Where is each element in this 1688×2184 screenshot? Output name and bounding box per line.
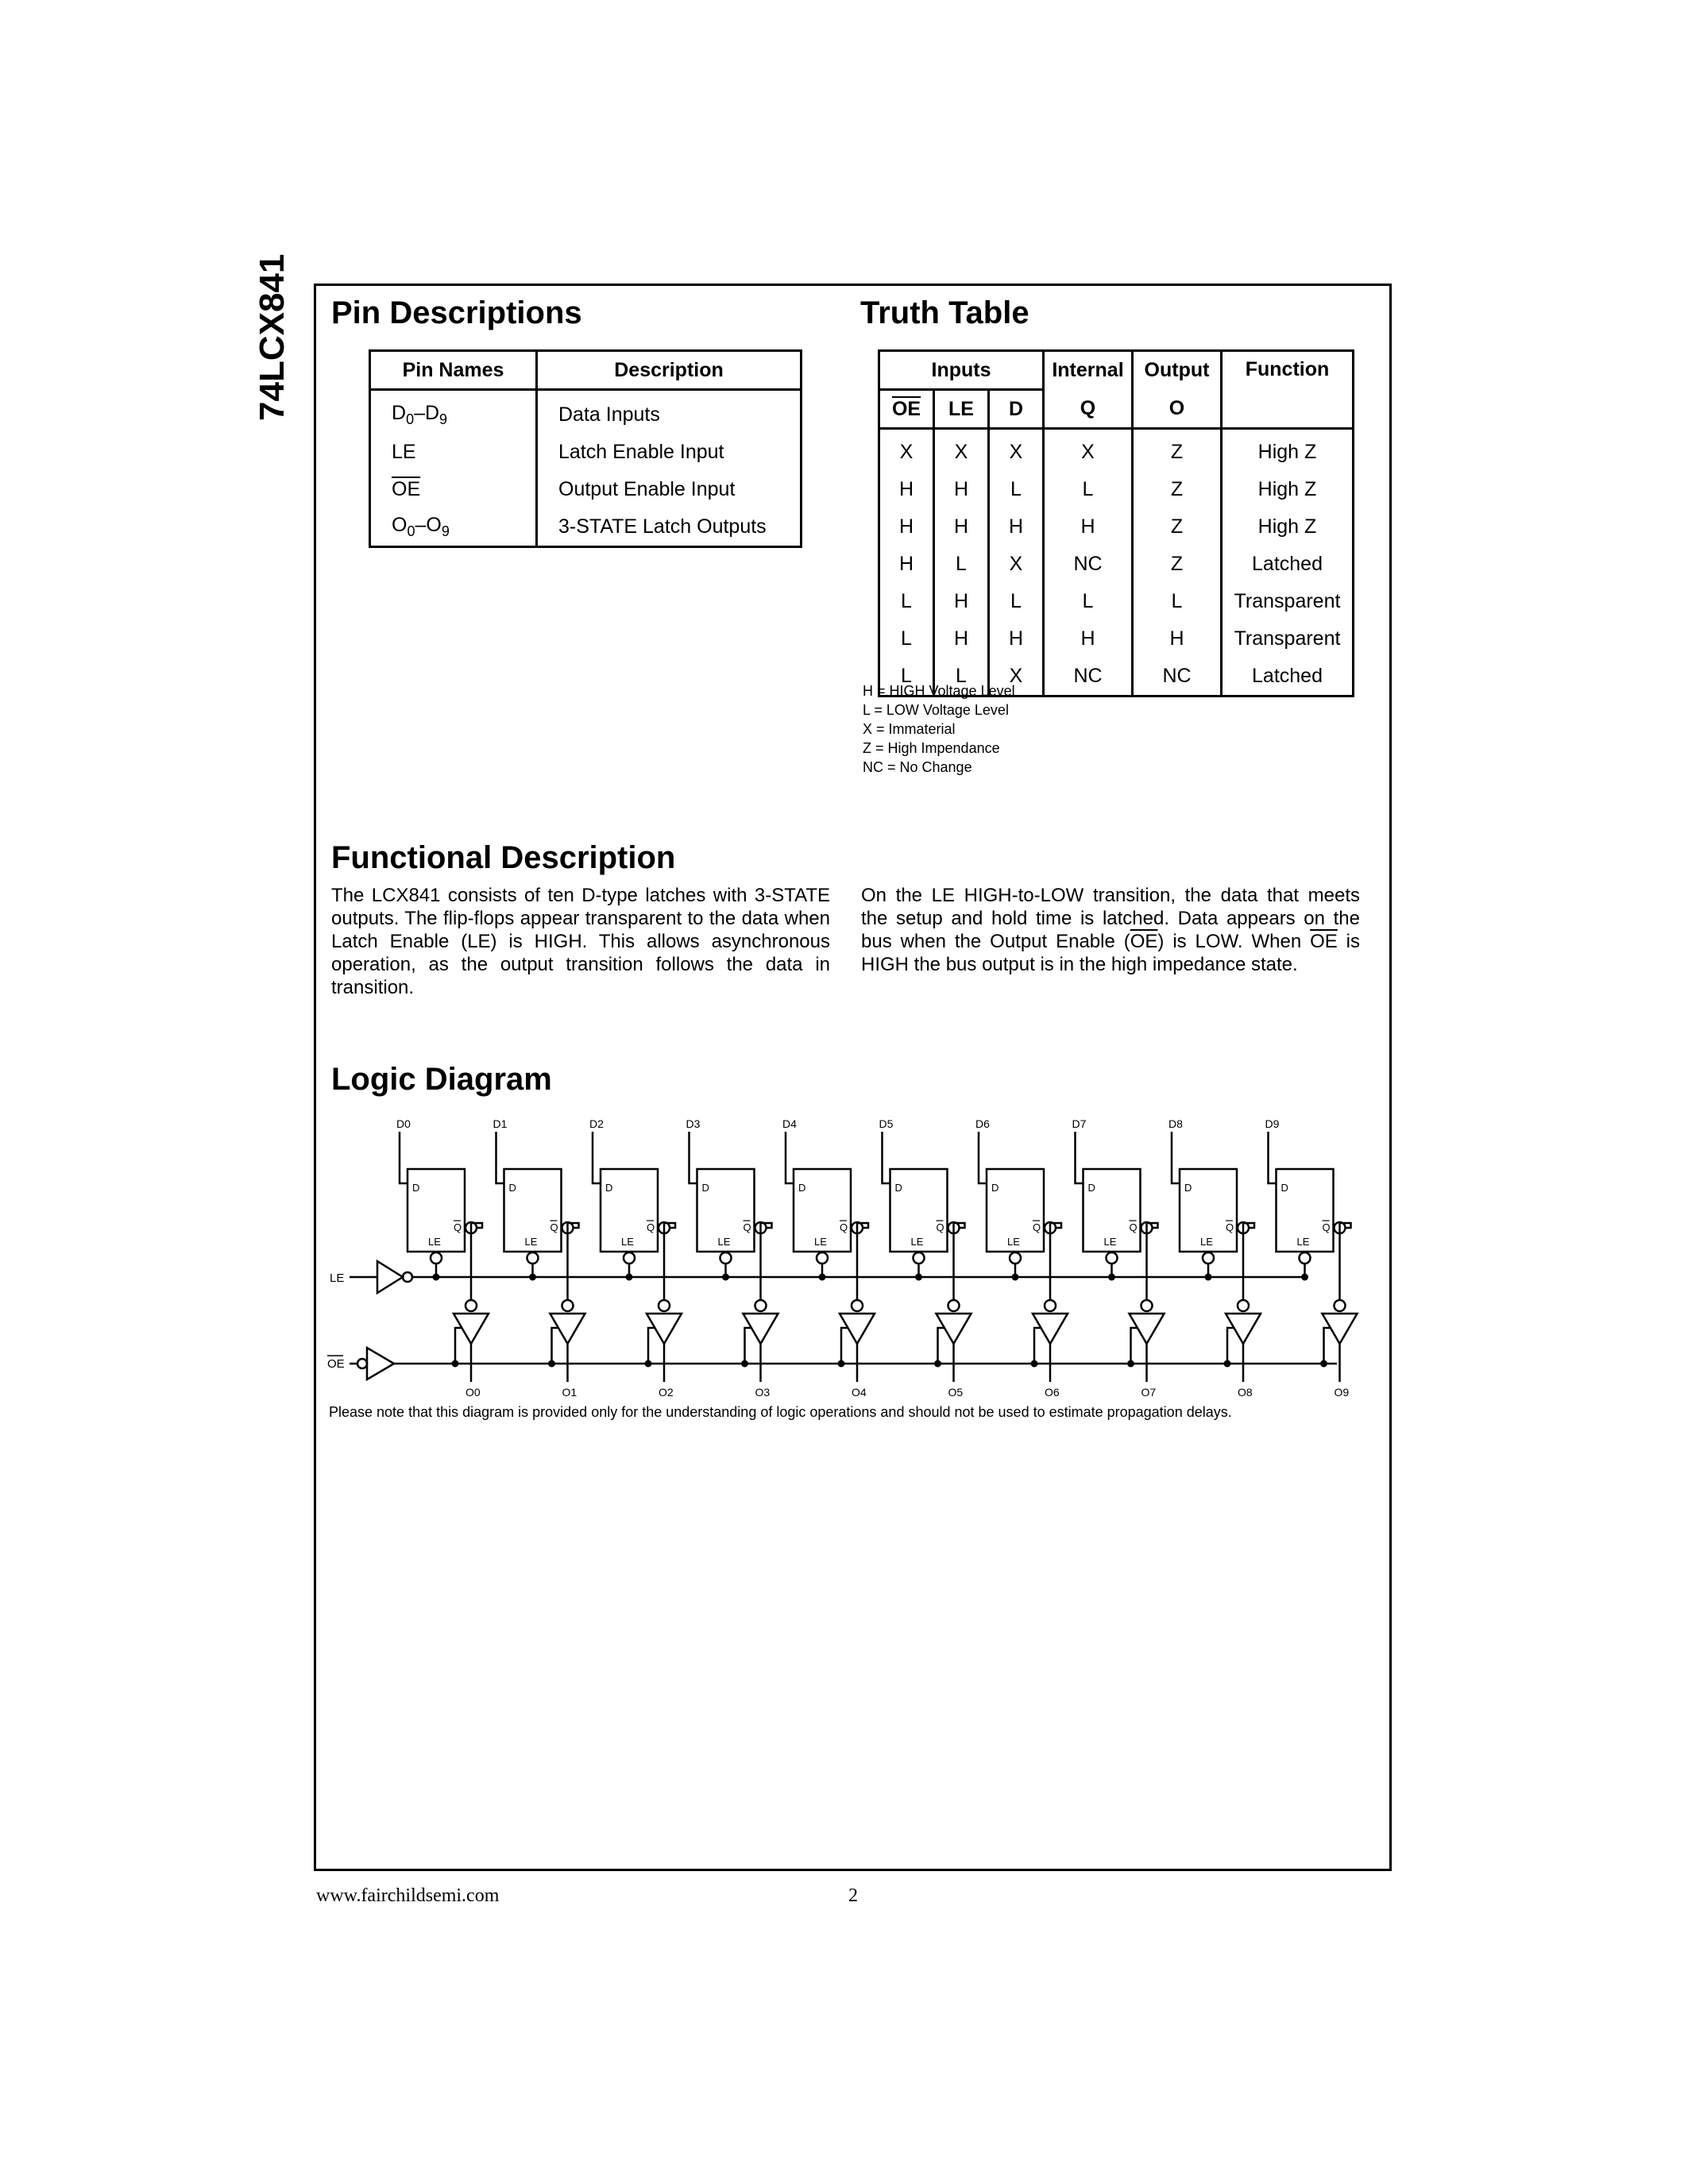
legend-item: L = LOW Voltage Level [863,702,1009,718]
data-input-label: D1 [492,1117,508,1130]
latch-le-label: LE [1007,1236,1020,1248]
truth-cell: X [1044,429,1133,472]
oe-control-wire [938,1328,945,1364]
le-junction-dot [1108,1274,1115,1281]
oe-junction-dot [645,1360,652,1368]
oe-junction-dot [548,1360,555,1368]
qbar-wire [568,1223,579,1299]
oe-junction-dot [1224,1360,1231,1368]
latch-le-bubble [1300,1252,1311,1264]
part-number-side-label: 74LCX841 [253,253,292,421]
data-output-label: O3 [755,1386,771,1399]
truth-cell: L [934,546,989,583]
truth-cell: L [879,658,934,696]
oe-column-header: $\overline{OE}$ [879,390,934,429]
truth-row [879,508,1354,546]
legend-item: H = HIGH Voltage Level [863,683,1015,699]
latch-q-label: Q [1226,1221,1234,1233]
truth-row [879,546,1354,583]
latch-le-bubble [817,1252,828,1264]
data-input-wire [593,1132,601,1183]
data-input-label: D0 [396,1117,411,1130]
le-junction-dot [1301,1274,1308,1281]
data-output-label: O5 [948,1386,964,1399]
legend-item: X = Immaterial [863,721,956,737]
output-buffer-bubble [1045,1300,1056,1311]
pin-name-cell: LE [370,434,537,471]
truth-cell: Z [1133,508,1222,546]
pin-descriptions-title: Pin Descriptions [331,295,582,330]
truth-cell: H [934,508,989,546]
pin-name-cell: $\overline{OE}$ [370,471,537,508]
truth-table-legend [863,681,1015,777]
data-input-label: D8 [1168,1117,1183,1130]
qbar-wire [471,1223,482,1299]
latch-d-label: D [412,1182,420,1194]
truth-cell: High Z [1222,508,1354,546]
oe-control-wire [1227,1328,1234,1364]
latch-le-bubble [527,1252,539,1264]
latch-le-label: LE [1296,1236,1310,1248]
latch-d-label: D [991,1182,999,1194]
data-output-label: O1 [562,1386,577,1399]
qbar-wire [761,1223,772,1299]
qbar-wire [954,1223,965,1299]
oe-control-wire [1034,1328,1041,1364]
truth-cell: H [1133,620,1222,658]
functional-description-title: Functional Description [331,840,676,875]
truth-cell: H [934,471,989,508]
oe-junction-dot [1127,1360,1134,1368]
oe-control-wire [455,1328,462,1364]
truth-cell: H [989,620,1044,658]
data-input-wire [1172,1132,1180,1183]
oe-control-wire [1324,1328,1331,1364]
latch-q-label: Q [743,1221,751,1233]
footer-url[interactable]: www.fairchildsemi.com [316,1885,500,1906]
output-buffer-bubble [465,1300,477,1311]
latch-d-label: D [1087,1182,1095,1194]
latch-le-bubble [431,1252,442,1264]
truth-cell: High Z [1222,471,1354,508]
truth-row [879,583,1354,620]
data-output-label: O9 [1334,1386,1350,1399]
latch-le-label: LE [428,1236,441,1248]
truth-cell: Latched [1222,546,1354,583]
truth-cell: Latched [1222,658,1354,696]
output-buffer-bubble [1238,1300,1249,1311]
output-buffer-bubble [562,1300,574,1311]
truth-cell: H [879,471,934,508]
pin-description-cell: Latch Enable Input [537,434,802,471]
truth-cell: L [879,583,934,620]
latch-d-label: D [798,1182,806,1194]
latch-d-label: D [605,1182,613,1194]
truth-table-title: Truth Table [860,295,1029,330]
q-column-header: Q [1044,390,1133,429]
pin-row [370,508,802,547]
truth-cell: H [1044,620,1133,658]
data-input-label: D6 [975,1117,990,1130]
truth-cell: L [989,583,1044,620]
truth-cell: L [1044,583,1133,620]
truth-cell: NC [1044,658,1133,696]
data-input-wire [883,1132,890,1183]
oe-control-wire [648,1328,655,1364]
latch-le-bubble [624,1252,635,1264]
d-column-header: D [989,390,1044,429]
truth-cell: X [989,429,1044,472]
le-buffer-symbol [377,1261,403,1293]
truth-cell: H [879,546,934,583]
latch-d-label: D [1184,1182,1192,1194]
truth-cell: L [934,658,989,696]
truth-cell: L [1133,583,1222,620]
data-input-wire [689,1132,697,1183]
latch-d-label: D [701,1182,709,1194]
internal-group-header: Internal [1044,351,1133,390]
data-input-wire [1076,1132,1083,1183]
le-label: LE [330,1271,345,1285]
truth-cell: Z [1133,471,1222,508]
data-output-label: O7 [1141,1386,1157,1399]
latch-le-label: LE [1103,1236,1117,1248]
truth-cell: L [1044,471,1133,508]
le-junction-dot [915,1274,922,1281]
truth-cell: H [934,620,989,658]
data-output-label: O8 [1238,1386,1253,1399]
o-column-header: O [1133,390,1222,429]
le-junction-dot [1205,1274,1212,1281]
oe-label: OE [327,1357,345,1371]
latch-le-bubble [1203,1252,1214,1264]
truth-cell: NC [1133,658,1222,696]
oe-control-wire [745,1328,752,1364]
data-input-label: D7 [1072,1117,1087,1130]
data-output-label: O6 [1045,1386,1060,1399]
latch-q-label: Q [647,1221,655,1233]
oe-junction-dot [1320,1360,1327,1368]
truth-cell: Z [1133,546,1222,583]
functional-description-para-1: The LCX841 consists of ten D-type latches with 3-STATE outputs. The flip-flops appear transparent to the data when Latch Enable (LE) is HIGH. This allows asynchronous operation, as the output transition follows the data in transition. [331,885,830,998]
pin-row [370,471,802,508]
latch-q-label: Q [1322,1221,1331,1233]
latch-d-label: D [894,1182,902,1194]
truth-cell: X [879,429,934,472]
truth-row [879,471,1354,508]
latch-q-label: Q [1129,1221,1138,1233]
pin-description-cell: 3-STATE Latch Outputs [537,508,802,547]
pin-row [370,434,802,471]
latch-le-bubble [1107,1252,1118,1264]
data-input-wire [979,1132,987,1183]
truth-cell: H [934,583,989,620]
output-group-header: Output [1133,351,1222,390]
le-column-header: LE [934,390,989,429]
le-junction-dot [433,1274,440,1281]
le-junction-dot [819,1274,826,1281]
data-output-label: O2 [659,1386,674,1399]
latch-q-label: Q [936,1221,944,1233]
logic-diagram-note: Please note that this diagram is provided only for the understanding of logic operations and should not be used to estimate propagation delays. [329,1404,1232,1420]
qbar-wire [1147,1223,1158,1299]
pin-row [370,390,802,434]
truth-cell: Transparent [1222,620,1354,658]
oe-junction-dot [934,1360,941,1368]
oe-control-wire [841,1328,848,1364]
truth-cell: L [879,620,934,658]
qbar-wire [664,1223,675,1299]
output-buffer-bubble [852,1300,863,1311]
latch-le-label: LE [1200,1236,1213,1248]
qbar-wire [1340,1223,1351,1299]
data-input-wire [496,1132,504,1183]
le-junction-dot [722,1274,729,1281]
oe-control-wire [1131,1328,1138,1364]
logic-diagram-title: Logic Diagram [331,1062,552,1097]
truth-row [879,620,1354,658]
functional-description-para-2: On the LE HIGH-to-LOW transition, the data that meets the setup and hold time is latched. Data appears on the bus when the Output Enable $(\overline{OE})$ is LOW. When $\overline{OE}$ is HIGH the bus output is in the high impedance state. [861,885,1361,975]
data-output-label: O4 [852,1386,867,1399]
output-buffer-bubble [755,1300,767,1311]
truth-cell: H [1044,508,1133,546]
data-input-wire [1269,1132,1277,1183]
le-junction-dot [626,1274,633,1281]
description-header: Description [537,351,802,390]
latch-le-label: LE [814,1236,827,1248]
function-header: Function [1222,351,1354,429]
le-junction-dot [1012,1274,1019,1281]
truth-cell: L [989,471,1044,508]
page-number: 2 [848,1885,858,1906]
truth-cell: Z [1133,429,1222,472]
output-buffer-bubble [1335,1300,1346,1311]
pin-names-header: Pin Names [370,351,537,390]
oe-control-wire [552,1328,559,1364]
pin-name-cell: $O_0-O_9$ [370,508,537,547]
latch-le-label: LE [524,1236,538,1248]
latch-le-label: LE [621,1236,634,1248]
output-buffer-bubble [1141,1300,1153,1311]
oe-junction-dot [838,1360,845,1368]
latch-q-label: Q [454,1221,462,1233]
latch-d-label: D [508,1182,516,1194]
legend-item: Z = High Impendance [863,740,1000,756]
latch-q-label: Q [550,1221,558,1233]
truth-cell: Transparent [1222,583,1354,620]
inputs-group-header: Inputs [879,351,1044,390]
latch-q-label: Q [1033,1221,1041,1233]
latch-le-bubble [1010,1252,1021,1264]
qbar-wire [1243,1223,1254,1299]
latch-le-label: LE [717,1236,731,1248]
data-input-label: D3 [686,1117,701,1130]
output-buffer-bubble [948,1300,960,1311]
data-output-label: O0 [465,1386,481,1399]
data-input-label: D4 [782,1117,797,1130]
oe-buffer-symbol [367,1348,394,1379]
oe-junction-dot [452,1360,459,1368]
qbar-wire [857,1223,868,1299]
truth-cell: X [989,658,1044,696]
oe-buffer-bubble [357,1359,367,1368]
oe-junction-dot [741,1360,748,1368]
truth-cell: H [879,508,934,546]
latch-q-label: Q [840,1221,848,1233]
pin-description-cell: Data Inputs [537,390,802,434]
truth-cell: High Z [1222,429,1354,472]
latch-le-bubble [720,1252,732,1264]
truth-cell: H [989,508,1044,546]
data-input-label: D9 [1265,1117,1280,1130]
oe-junction-dot [1031,1360,1038,1368]
truth-cell: X [934,429,989,472]
data-input-label: D5 [879,1117,894,1130]
truth-cell: NC [1044,546,1133,583]
output-buffer-bubble [659,1300,670,1311]
latch-d-label: D [1280,1182,1288,1194]
pin-description-cell: Output Enable Input [537,471,802,508]
latch-le-label: LE [910,1236,924,1248]
le-junction-dot [529,1274,536,1281]
data-input-label: D2 [589,1117,604,1130]
logic-diagram [318,1112,1390,1406]
data-input-wire [400,1132,408,1183]
qbar-wire [1050,1223,1061,1299]
pin-descriptions-table [369,349,802,548]
data-input-wire [786,1132,794,1183]
truth-row [879,429,1354,472]
truth-cell: X [989,546,1044,583]
latch-le-bubble [914,1252,925,1264]
pin-name-cell: $D_0-D_9$ [370,390,537,434]
legend-item: NC = No Change [863,759,972,775]
truth-table [878,349,1354,697]
